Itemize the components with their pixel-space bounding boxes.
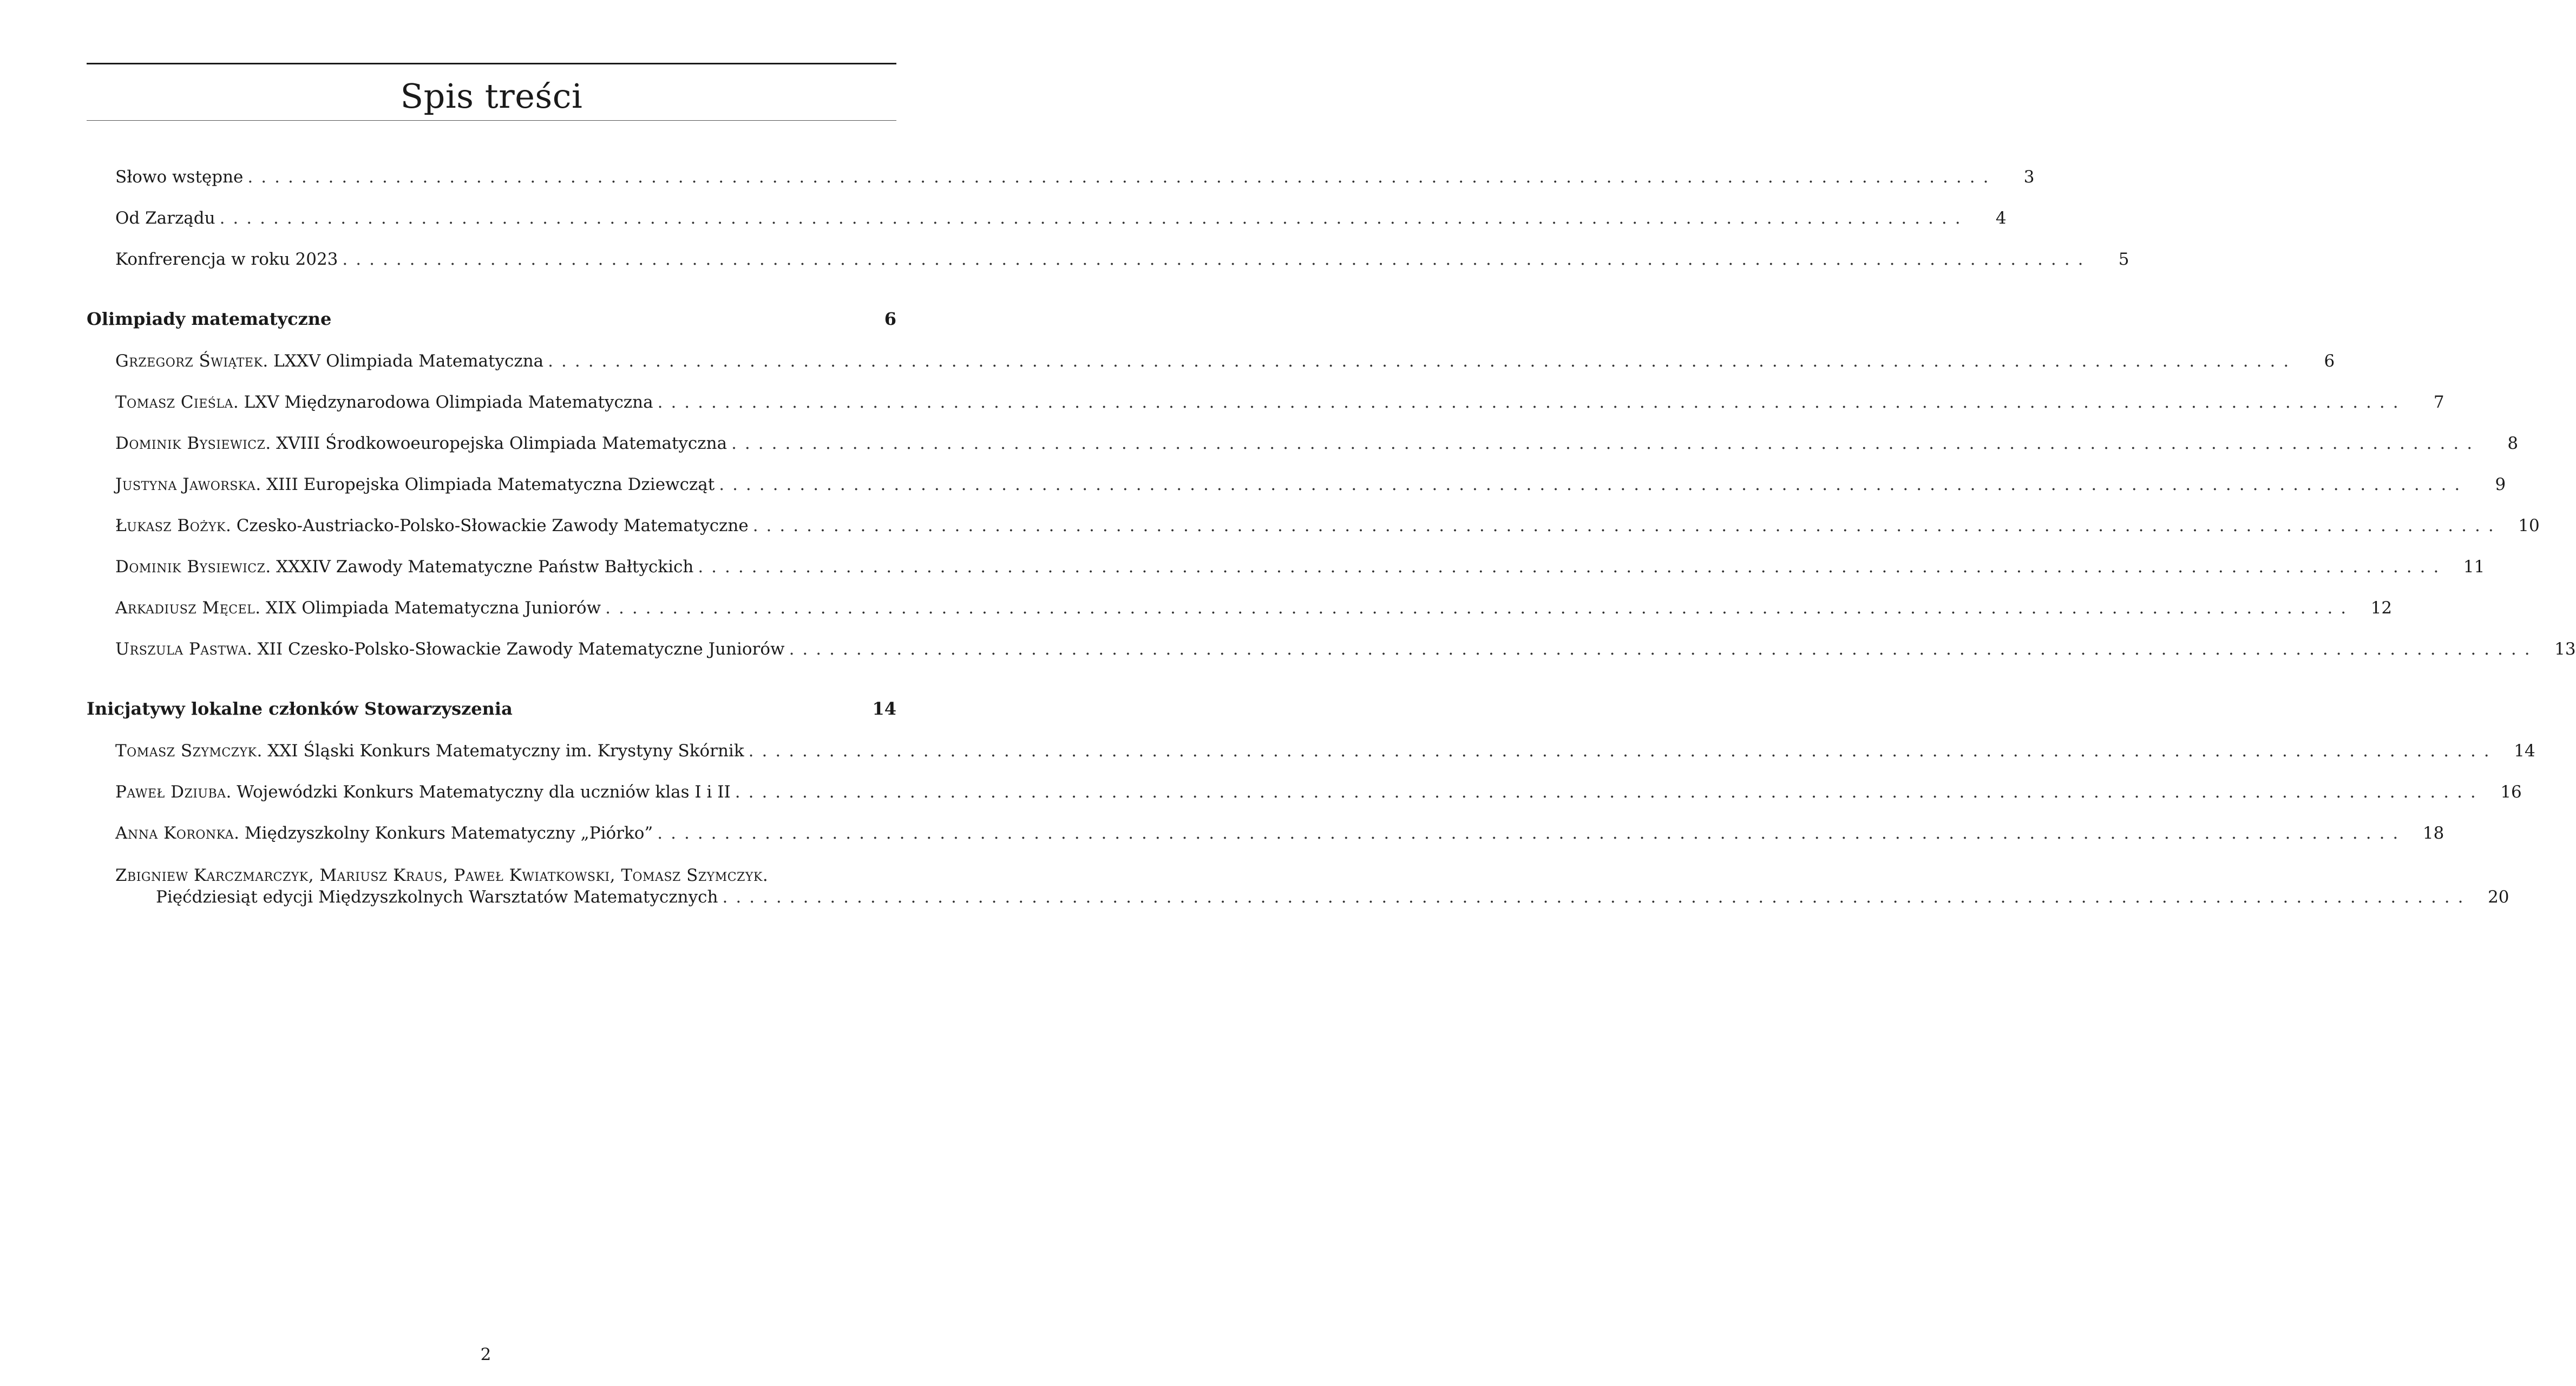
- toc-entry-page: 18: [2422, 823, 2444, 843]
- toc-entry-label: Konfrerencja w roku 2023: [115, 250, 338, 269]
- leader-dots: ..................................................................................................................................: [247, 167, 1997, 187]
- entry-title: LXXV Olimpiada Matematyczna: [273, 351, 544, 371]
- toc-entry-page: 16: [2500, 782, 2522, 802]
- toc-entry-label: Od Zarządu: [115, 208, 215, 228]
- entry-title: XXXIV Zawody Matematyczne Państw Bałtyckich: [276, 557, 694, 577]
- leader-dots: ..................................................................................................................................: [752, 516, 2502, 535]
- entry-author: Paweł Dziuba: [115, 782, 226, 802]
- section-page: 14: [872, 698, 896, 719]
- toc-entry-page: 4: [1995, 208, 2007, 228]
- entry-author: Dominik Bysiewicz: [115, 434, 266, 453]
- toc-entry-s0-2[interactable]: Dominik Bysiewicz. XVIII Środkowoeuropejska Olimpiada Matematyczna .................................................................................................................................. 8: [115, 434, 2519, 453]
- entry-title: Wojewódzki Konkurs Matematyczny dla uczniów klas I i II: [237, 782, 731, 802]
- entry-title: Czesko-Austriacko-Polsko-Słowackie Zawody Matematyczne: [236, 516, 749, 535]
- entry-author: Urszula Pastwa: [115, 639, 247, 659]
- entry-author: Łukasz Bożyk: [115, 516, 226, 535]
- entry-author: Anna Koronka: [115, 823, 234, 843]
- toc-entry-s0-6[interactable]: Arkadiusz Męcel. XIX Olimpiada Matematyczna Juniorów .................................................................................................................................. 12: [115, 598, 2393, 618]
- entry-author: Grzegorz Świątek: [115, 351, 263, 371]
- leader-dots: ..................................................................................................................................: [657, 823, 2407, 843]
- title-rule-top: [87, 63, 896, 64]
- entry-title: XXI Śląski Konkurs Matematyczny im. Krystyny Skórnik: [267, 741, 744, 761]
- section-title: Inicjatywy lokalne członków Stowarzyszenia: [87, 698, 513, 719]
- toc-entry-page: 7: [2433, 393, 2444, 412]
- leader-dots: ..................................................................................................................................: [698, 557, 2447, 577]
- toc-entry-page: 5: [2118, 250, 2129, 269]
- leader-dots: ..................................................................................................................................: [719, 475, 2468, 494]
- toc-entry-s1-0[interactable]: Tomasz Szymczyk. XXI Śląski Konkurs Matematyczny im. Krystyny Skórnik .................................................................................................................................. 14: [115, 741, 2535, 761]
- toc-entry-s0-0[interactable]: Grzegorz Świątek. LXXV Olimpiada Matematyczna .................................................................................................................................. 6: [115, 351, 2335, 371]
- toc-section-0[interactable]: [87, 308, 896, 330]
- toc-entry-s0-4[interactable]: Łukasz Bożyk. Czesko-Austriacko-Polsko-Słowackie Zawody Matematyczne .................................................................................................................................. 10: [115, 516, 2540, 535]
- toc-entry-page: 6: [2324, 351, 2335, 371]
- toc-entry-front-1[interactable]: [115, 207, 2007, 229]
- entry-authors: Zbigniew Karczmarczyk, Mariusz Kraus, Paweł Kwiatkowski, Tomasz Szymczyk: [115, 866, 763, 885]
- entry-title: XII Czesko-Polsko-Słowackie Zawody Matematyczne Juniorów: [257, 639, 785, 659]
- toc-entry-front-0[interactable]: [115, 166, 2035, 188]
- toc-entry-page: 11: [2463, 557, 2485, 577]
- toc-entry-page: 3: [2023, 167, 2035, 187]
- toc-entry-s0-1[interactable]: Tomasz Cieśla. LXV Międzynarodowa Olimpiada Matematyczna .................................................................................................................................. 7: [115, 393, 2444, 412]
- entry-author: Dominik Bysiewicz: [115, 557, 266, 577]
- entry-title: XVIII Środkowoeuropejska Olimpiada Matematyczna: [276, 434, 727, 453]
- title-rule-bottom: [87, 120, 896, 121]
- entry-title: LXV Międzynarodowa Olimpiada Matematyczna: [244, 393, 653, 412]
- toc-entry-s0-5[interactable]: Dominik Bysiewicz. XXXIV Zawody Matematyczne Państw Bałtyckich .................................................................................................................................. 11: [115, 557, 2485, 577]
- entry-title: Pięćdziesiąt edycji Międzyszkolnych Warsztatów Matematycznych: [156, 887, 718, 907]
- entry-author: Arkadiusz Męcel: [115, 598, 255, 618]
- leader-dots: ..................................................................................................................................: [748, 741, 2498, 761]
- leader-dots: ..................................................................................................................................: [342, 250, 2092, 269]
- leader-dots: ..................................................................................................................................: [605, 598, 2355, 618]
- entry-title: Międzyszkolny Konkurs Matematyczny „Piórko”: [244, 823, 653, 843]
- entry-author: Tomasz Cieśla: [115, 393, 233, 412]
- entry-author: Tomasz Szymczyk: [115, 741, 257, 761]
- leader-dots: ..................................................................................................................................: [219, 208, 1969, 228]
- toc-section-1[interactable]: [87, 698, 896, 720]
- leader-dots: ..................................................................................................................................: [548, 351, 2297, 371]
- entry-title: XIX Olimpiada Matematyczna Juniorów: [266, 598, 601, 618]
- toc-entry-s0-7[interactable]: Urszula Pastwa. XII Czesko-Polsko-Słowackie Zawody Matematyczne Juniorów .................................................................................................................................. 13: [115, 639, 2576, 659]
- toc-entry-front-2[interactable]: [115, 249, 2129, 270]
- leader-dots: ..................................................................................................................................: [657, 393, 2407, 412]
- page-number: 2: [480, 1345, 491, 1364]
- toc-entry-page: 14: [2514, 741, 2535, 761]
- section-title: Olimpiady matematyczne: [87, 309, 332, 329]
- leader-dots: ..................................................................................................................................: [789, 639, 2538, 659]
- leader-dots: ..................................................................................................................................: [722, 887, 2472, 907]
- toc-entry-s1-2[interactable]: Anna Koronka. Międzyszkolny Konkurs Matematyczny „Piórko” .................................................................................................................................. 18: [115, 823, 2444, 843]
- toc-entry-page: 8: [2507, 434, 2519, 453]
- toc-entry-page: 20: [2488, 887, 2509, 907]
- leader-dots: ..................................................................................................................................: [735, 782, 2484, 802]
- toc-entry-page: 13: [2554, 639, 2576, 659]
- toc-entry-s0-3[interactable]: Justyna Jaworska. XIII Europejska Olimpiada Matematyczna Dziewcząt .................................................................................................................................. 9: [115, 475, 2506, 494]
- page-title: Spis treści: [400, 76, 583, 116]
- toc-entry-page: 9: [2495, 475, 2506, 494]
- toc-entry-label: Słowo wstępne: [115, 167, 244, 187]
- toc-entry-s1-multi[interactable]: Zbigniew Karczmarczyk, Mariusz Kraus, Paweł Kwiatkowski, Tomasz Szymczyk. Pięćdziesiąt edycji Międzyszkolnych Warsztatów Matematycznych .................................................................................................................................. 20: [115, 866, 2509, 907]
- section-page: 6: [884, 309, 896, 329]
- toc-entry-s1-1[interactable]: Paweł Dziuba. Wojewódzki Konkurs Matematyczny dla uczniów klas I i II .................................................................................................................................. 16: [115, 782, 2522, 802]
- toc-entry-page: 12: [2370, 598, 2393, 618]
- leader-dots: ..................................................................................................................................: [731, 434, 2481, 453]
- entry-title: XIII Europejska Olimpiada Matematyczna Dziewcząt: [266, 475, 715, 494]
- entry-author: Justyna Jaworska: [115, 475, 256, 494]
- toc-entry-page: 10: [2518, 516, 2540, 535]
